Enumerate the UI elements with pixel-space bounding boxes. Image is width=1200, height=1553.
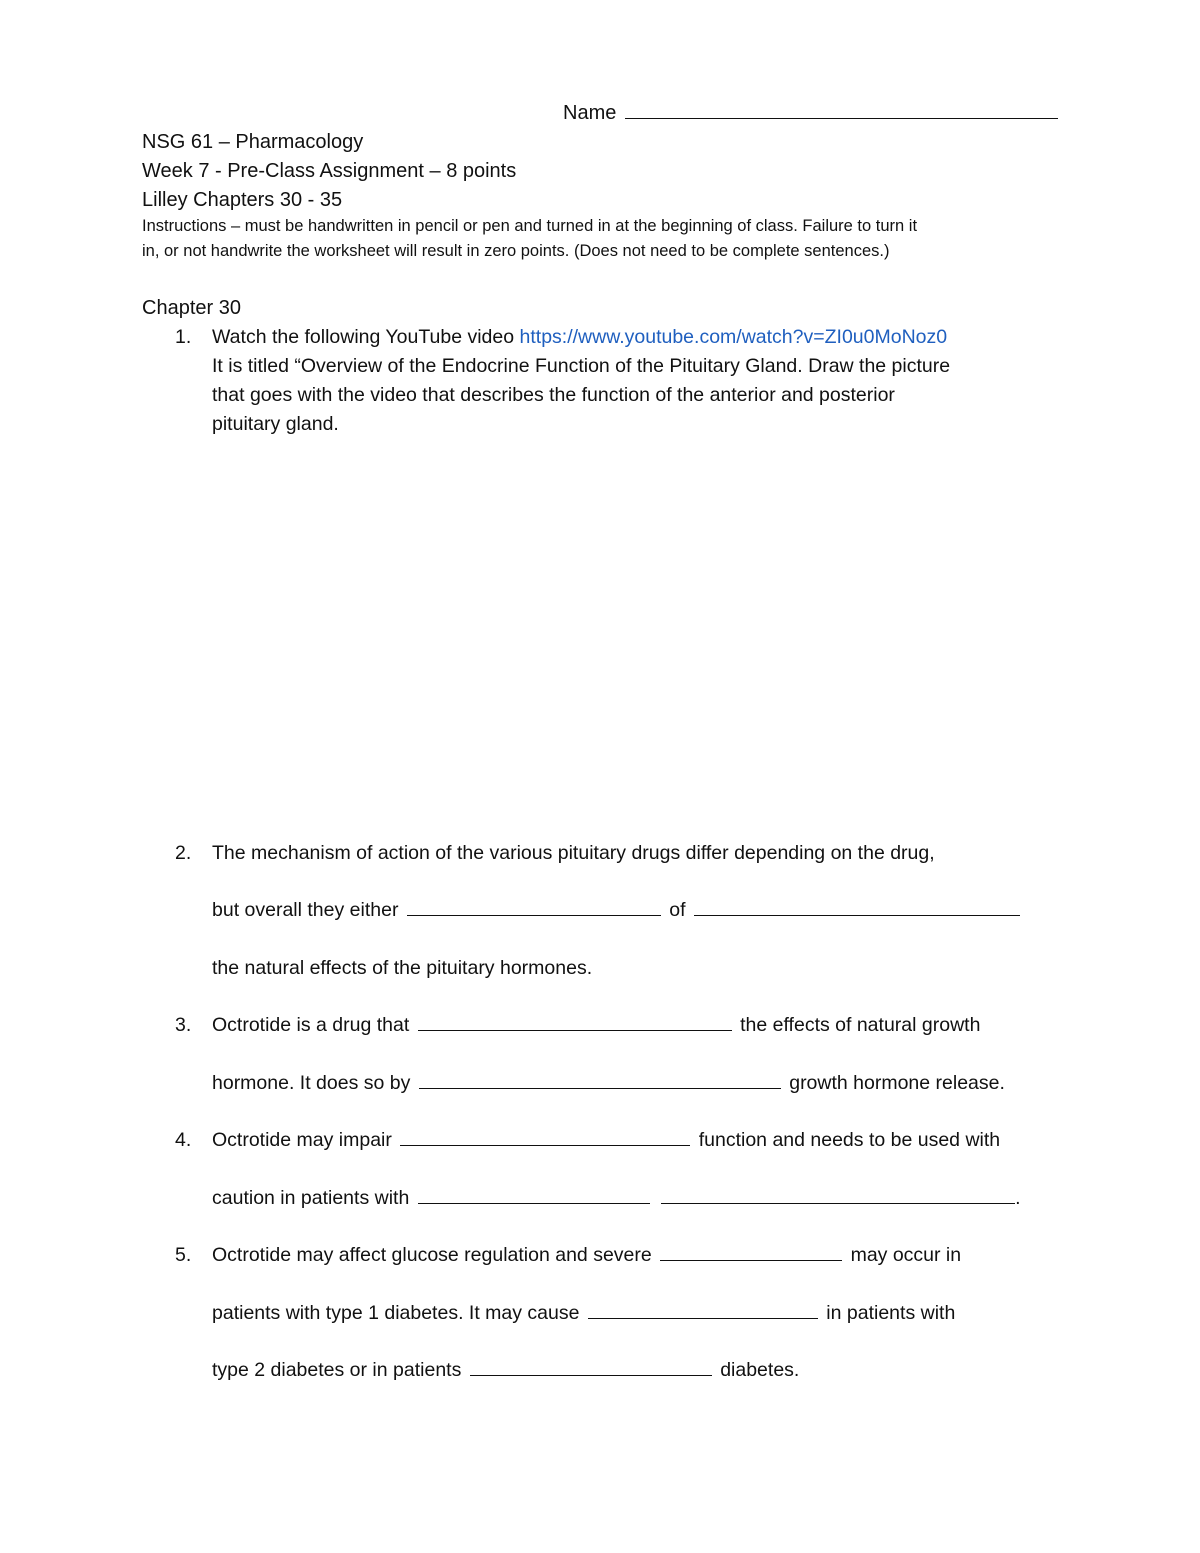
- q5-text-b: may occur in: [850, 1244, 962, 1266]
- q2-number: 2.: [175, 842, 192, 864]
- q3-text-c: hormone. It does so by: [212, 1072, 411, 1094]
- q4-blank-1[interactable]: [400, 1129, 690, 1146]
- assignment-title: Week 7 - Pre-Class Assignment – 8 points: [142, 160, 517, 182]
- q3-text-b: the effects of natural growth: [740, 1014, 981, 1036]
- name-field: [563, 102, 1061, 125]
- q1-line-2: It is titled “Overview of the Endocrine Function of the Pituitary Gland. Draw the picture: [212, 355, 951, 377]
- q3-blank-1[interactable]: [418, 1014, 732, 1031]
- q4-line-1: [212, 1129, 1000, 1152]
- q2-line-1: The mechanism of action of the various pituitary drugs differ depending on the drug,: [212, 842, 935, 864]
- q4-line-2: [212, 1187, 1021, 1210]
- q2-text-a: but overall they either: [212, 899, 399, 921]
- q1-line-1: [212, 326, 947, 349]
- q2-line-3: the natural effects of the pituitary hormones.: [212, 957, 593, 979]
- q5-text-c: patients with type 1 diabetes. It may cause: [212, 1302, 580, 1324]
- instructions-line-2: in, or not handwrite the worksheet will result in zero points. (Does not need to be complete sentences.): [142, 242, 890, 260]
- q2-blank-1[interactable]: [407, 899, 661, 916]
- youtube-link[interactable]: https://www.youtube.com/watch?v=ZI0u0MoNoz0: [519, 326, 948, 348]
- q1-number: 1.: [175, 326, 192, 348]
- q5-text-f: diabetes.: [720, 1359, 800, 1381]
- q4-number: 4.: [175, 1129, 192, 1151]
- q4-blank-2[interactable]: [418, 1187, 650, 1204]
- q1-line-3: that goes with the video that describes the function of the anterior and posterior: [212, 384, 895, 406]
- q4-text-c: caution in patients with: [212, 1187, 410, 1209]
- instructions-line-1: Instructions – must be handwritten in pencil or pen and turned in at the beginning of class. Failure to turn it: [142, 217, 918, 235]
- q4-text-b: function and needs to be used with: [698, 1129, 1001, 1151]
- name-label: Name: [563, 102, 617, 124]
- name-blank[interactable]: [625, 102, 1058, 119]
- chapters-title: Lilley Chapters 30 - 35: [142, 189, 343, 211]
- q5-text-d: in patients with: [826, 1302, 956, 1324]
- q2-blank-2[interactable]: [694, 899, 1020, 916]
- q2-text-b: of: [669, 899, 686, 921]
- q5-blank-1[interactable]: [660, 1244, 842, 1261]
- q1-lead: Watch the following YouTube video: [212, 326, 520, 348]
- section-title: Chapter 30: [142, 297, 241, 319]
- q3-blank-2[interactable]: [419, 1072, 781, 1089]
- q5-blank-3[interactable]: [470, 1359, 712, 1376]
- q2-line-2: [212, 899, 1023, 922]
- q3-number: 3.: [175, 1014, 192, 1036]
- q1-line-4: pituitary gland.: [212, 413, 339, 435]
- q4-blank-3[interactable]: [661, 1187, 1015, 1204]
- q5-text-e: type 2 diabetes or in patients: [212, 1359, 462, 1381]
- q5-line-1: [212, 1244, 961, 1267]
- q3-line-1: [212, 1014, 980, 1037]
- q4-text-d: .: [1015, 1187, 1021, 1209]
- q5-line-2: [212, 1302, 955, 1325]
- q5-number: 5.: [175, 1244, 192, 1266]
- q3-line-2: [212, 1072, 1005, 1095]
- q4-text-a: Octrotide may impair: [212, 1129, 392, 1151]
- q5-line-3: [212, 1359, 799, 1382]
- course-title: NSG 61 – Pharmacology: [142, 131, 364, 153]
- q3-text-d: growth hormone release.: [789, 1072, 1005, 1094]
- q5-text-a: Octrotide may affect glucose regulation and severe: [212, 1244, 652, 1266]
- q3-text-a: Octrotide is a drug that: [212, 1014, 410, 1036]
- q5-blank-2[interactable]: [588, 1302, 818, 1319]
